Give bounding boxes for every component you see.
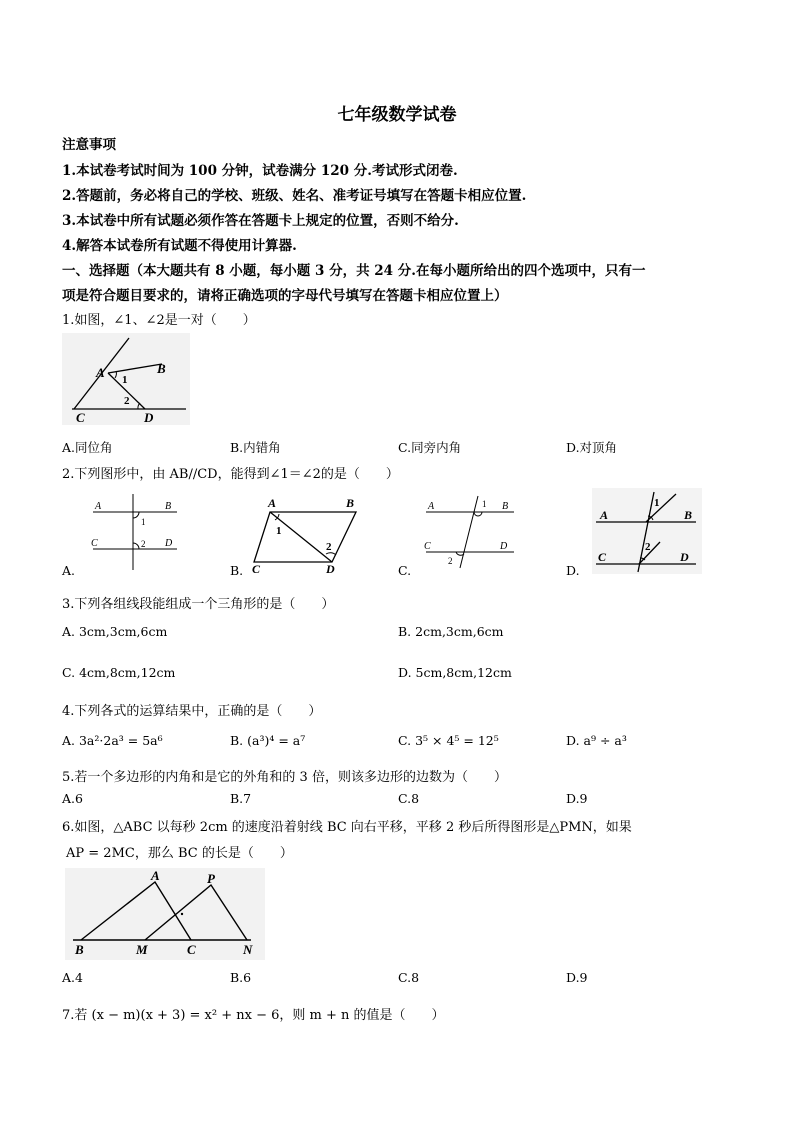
svg-text:1: 1 <box>482 499 487 509</box>
q3-option-d: D. 5cm,8cm,12cm <box>398 665 512 680</box>
q2-option-b: B. <box>230 563 244 578</box>
q3-option-c: C. 4cm,8cm,12cm <box>62 665 176 680</box>
notice-item: 3.本试卷中所有试题必须作答在答题卡上规定的位置，否则不给分. <box>62 213 459 229</box>
q5-option-d: D.9 <box>566 791 588 806</box>
q6-label-C: C <box>187 942 196 957</box>
svg-text:D: D <box>326 562 335 574</box>
svg-text:1: 1 <box>276 525 282 537</box>
notice-item: 4.解答本试卷所有试题不得使用计算器. <box>62 238 297 254</box>
svg-text:2: 2 <box>326 541 332 553</box>
svg-text:D: D <box>680 550 689 564</box>
q6-label-A: A <box>151 868 160 883</box>
q4-option-d: D. a⁹ ÷ a³ <box>566 733 627 748</box>
section-heading-line1: 一、选择题（本大题共有 8 小题，每小题 3 分，共 24 分.在每小题所给出的四个选项中，只有一 <box>62 263 646 279</box>
page-title: 七年级数学试卷 <box>337 105 457 125</box>
q1-label-2: 2 <box>124 395 130 407</box>
q1-option-b: B.内错角 <box>230 440 281 455</box>
q6-label-B: B <box>75 942 84 957</box>
svg-text:C: C <box>424 541 431 552</box>
q5-option-b: B.7 <box>230 791 252 806</box>
svg-text:A: A <box>600 508 609 522</box>
q6-label-M: M <box>136 942 148 957</box>
svg-text:A: A <box>428 501 435 512</box>
svg-text:B: B <box>684 508 693 522</box>
q4-option-b: B. (a³)⁴ = a⁷ <box>230 733 306 748</box>
svg-text:D: D <box>500 541 508 552</box>
svg-text:B: B <box>502 501 509 512</box>
svg-text:1: 1 <box>654 497 660 509</box>
q1-label-1: 1 <box>122 374 128 386</box>
q2-figure-d <box>592 488 702 574</box>
svg-text:C: C <box>91 538 98 549</box>
q2-stem: 2.下列图形中，由 AB//CD，能得到∠1＝∠2的是（ ） <box>62 467 399 482</box>
q1-option-d: D.对顶角 <box>566 440 618 455</box>
q1-figure <box>62 333 190 425</box>
q1-label-D: D <box>144 410 154 425</box>
svg-text:C: C <box>252 562 261 574</box>
q6-option-d: D.9 <box>566 970 588 985</box>
q5-stem: 5.若一个多边形的内角和是它的外角和的 3 倍，则该多边形的边数为（ ） <box>62 770 507 785</box>
q6-option-a: A.4 <box>62 970 83 985</box>
q2-figure-b <box>248 492 368 574</box>
svg-text:B: B <box>346 496 355 510</box>
q6-option-b: B.6 <box>230 970 252 985</box>
q1-option-c: C.同旁内角 <box>398 440 462 455</box>
q6-figure <box>65 868 265 960</box>
svg-text:2: 2 <box>141 539 146 549</box>
q1-option-a: A.同位角 <box>62 440 113 455</box>
q1-label-B: B <box>157 361 166 376</box>
q2-option-a: A. <box>62 563 76 578</box>
q4-option-a: A. 3a²·2a³ = 5a⁶ <box>62 733 163 748</box>
svg-text:A: A <box>268 496 277 510</box>
q6-stem-line2: AP = 2MC，那么 BC 的长是（ ） <box>66 846 293 861</box>
notice-item: 1.本试卷考试时间为 100 分钟，试卷满分 120 分.考试形式闭卷. <box>62 163 458 179</box>
q3-stem: 3.下列各组线段能组成一个三角形的是（ ） <box>62 597 335 612</box>
q2-option-d: D. <box>566 563 580 578</box>
q1-label-C: C <box>76 410 85 425</box>
q7-stem: 7.若 (x − m)(x + 3) = x² + nx − 6，则 m + n 的值是（ ） <box>62 1008 445 1023</box>
section-heading-line2: 项是符合题目要求的，请将正确选项的字母代号填写在答题卡相应位置上） <box>62 288 508 304</box>
q2-option-c: C. <box>398 563 412 578</box>
q6-label-N: N <box>243 942 253 957</box>
q1-stem: 1.如图，∠1、∠2是一对（ ） <box>62 313 256 328</box>
notice-heading: 注意事项 <box>62 137 116 153</box>
notice-item: 2.答题前，务必将自己的学校、班级、姓名、准考证号填写在答题卡相应位置. <box>62 188 527 204</box>
q4-stem: 4.下列各式的运算结果中，正确的是（ ） <box>62 704 322 719</box>
q3-option-b: B. 2cm,3cm,6cm <box>398 624 504 639</box>
q3-option-a: A. 3cm,3cm,6cm <box>62 624 168 639</box>
q6-label-P: P <box>207 871 215 886</box>
svg-text:2: 2 <box>448 556 453 566</box>
svg-text:1: 1 <box>141 517 146 527</box>
svg-text:D: D <box>165 538 173 549</box>
q6-stem-line1: 6.如图，△ABC 以每秒 2cm 的速度沿着射线 BC 向右平移，平移 2 秒后所得图形是△PMN，如果 <box>62 820 632 835</box>
q5-option-c: C.8 <box>398 791 420 806</box>
q4-option-c: C. 3⁵ × 4⁵ = 12⁵ <box>398 733 499 748</box>
svg-text:2: 2 <box>645 541 651 553</box>
q1-label-A: A <box>96 365 105 380</box>
q2-figure-a <box>85 492 185 572</box>
q6-option-c: C.8 <box>398 970 420 985</box>
svg-text:A: A <box>95 501 102 512</box>
q2-figure-c <box>420 492 520 572</box>
svg-text:C: C <box>598 550 607 564</box>
svg-text:B: B <box>165 501 172 512</box>
q5-option-a: A.6 <box>62 791 83 806</box>
